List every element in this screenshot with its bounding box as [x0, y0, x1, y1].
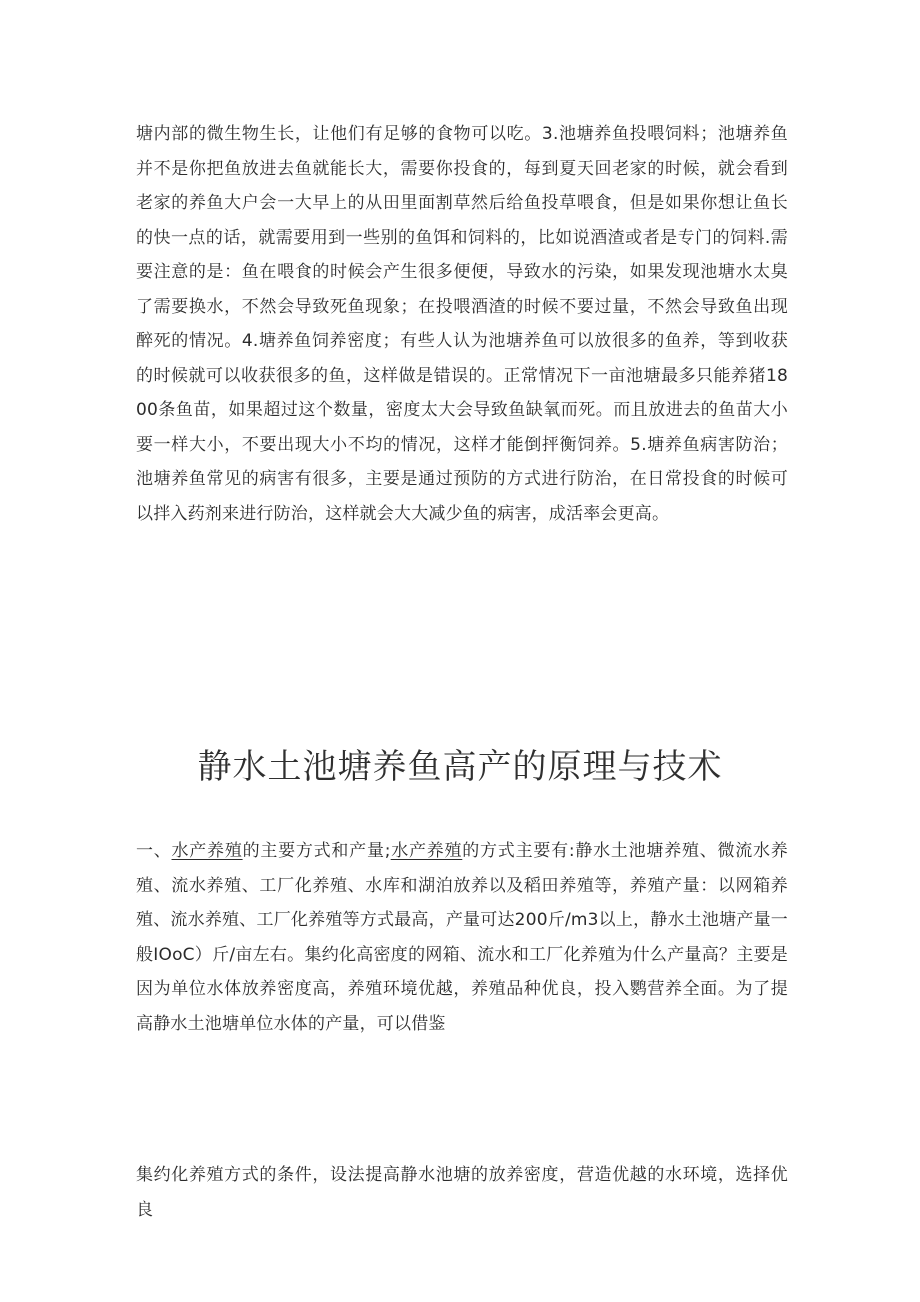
- section-title: 静水土池塘养鱼高产的原理与技术: [197, 747, 723, 787]
- aquaculture-link[interactable]: 水产养殖: [171, 841, 243, 861]
- paragraph-text: 的主要方式和产量;: [242, 841, 391, 861]
- body-paragraph: 集约化养殖方式的条件，设法提高静水池塘的放养密度，营造优越的水环境，选择优良: [136, 1165, 788, 1220]
- paragraph-text: 的方式主要有:静水土池塘养殖、微流水养殖、流水养殖、工厂化养殖、水库和湖泊放养以及稻田养殖等，养殖产量：以网箱养殖、流水养殖、工厂化养殖等方式最高，产量可达200斤/m3以上，静水土池塘产量一般IOoC）斤/亩左右。集约化高密度的网箱、流水和工厂化养殖为什么产量高？主要是因为单位水体放养密度高，养殖环境优越，养殖品种优良，投入鹦营养全面。为了提高静水土池塘单位水体的产量，可以借鉴: [136, 841, 788, 1034]
- intro-paragraph: [136, 834, 788, 1041]
- aquaculture-link[interactable]: 水产养殖: [390, 841, 463, 861]
- paragraph-prefix: 一、: [136, 841, 172, 861]
- body-paragraph: 塘内部的微生物生长，让他们有足够的食物可以吃。3.池塘养鱼投喂饲料；池塘养鱼并不是你把鱼放进去鱼就能长大，需要你投食的，每到夏天回老家的时候，就会看到老家的养鱼大户会一大早上的从田里面割草然后给鱼投草喂食，但是如果你想让鱼长的快一点的话，就需要用到一些别的鱼饵和饲料的，比如说酒渣或者是专门的饲料.需要注意的是：鱼在喂食的时候会产生很多便便，导致水的污染，如果发现池塘水太臭了需要换水，不然会导致死鱼现象；在投喂酒渣的时候不要过量，不然会导致鱼出现醉死的情况。4.塘养鱼饲养密度；有些人认为池塘养鱼可以放很多的鱼养，等到收获的时候就可以收获很多的鱼，这样做是错误的。正常情况下一亩池塘最多只能养猪1800条鱼苗，如果超过这个数量，密度太大会导致鱼缺氧而死。而且放进去的鱼苗大小要一样大小，不要出现大小不均的情况，这样才能倒抨衡饲养。5.塘养鱼病害防治；池塘养鱼常见的病害有很多，主要是通过预防的方式进行防治，在日常投食的时候可以拌入药剂来进行防治，这样就会大大减少鱼的病害，成活率会更高。: [136, 124, 788, 524]
